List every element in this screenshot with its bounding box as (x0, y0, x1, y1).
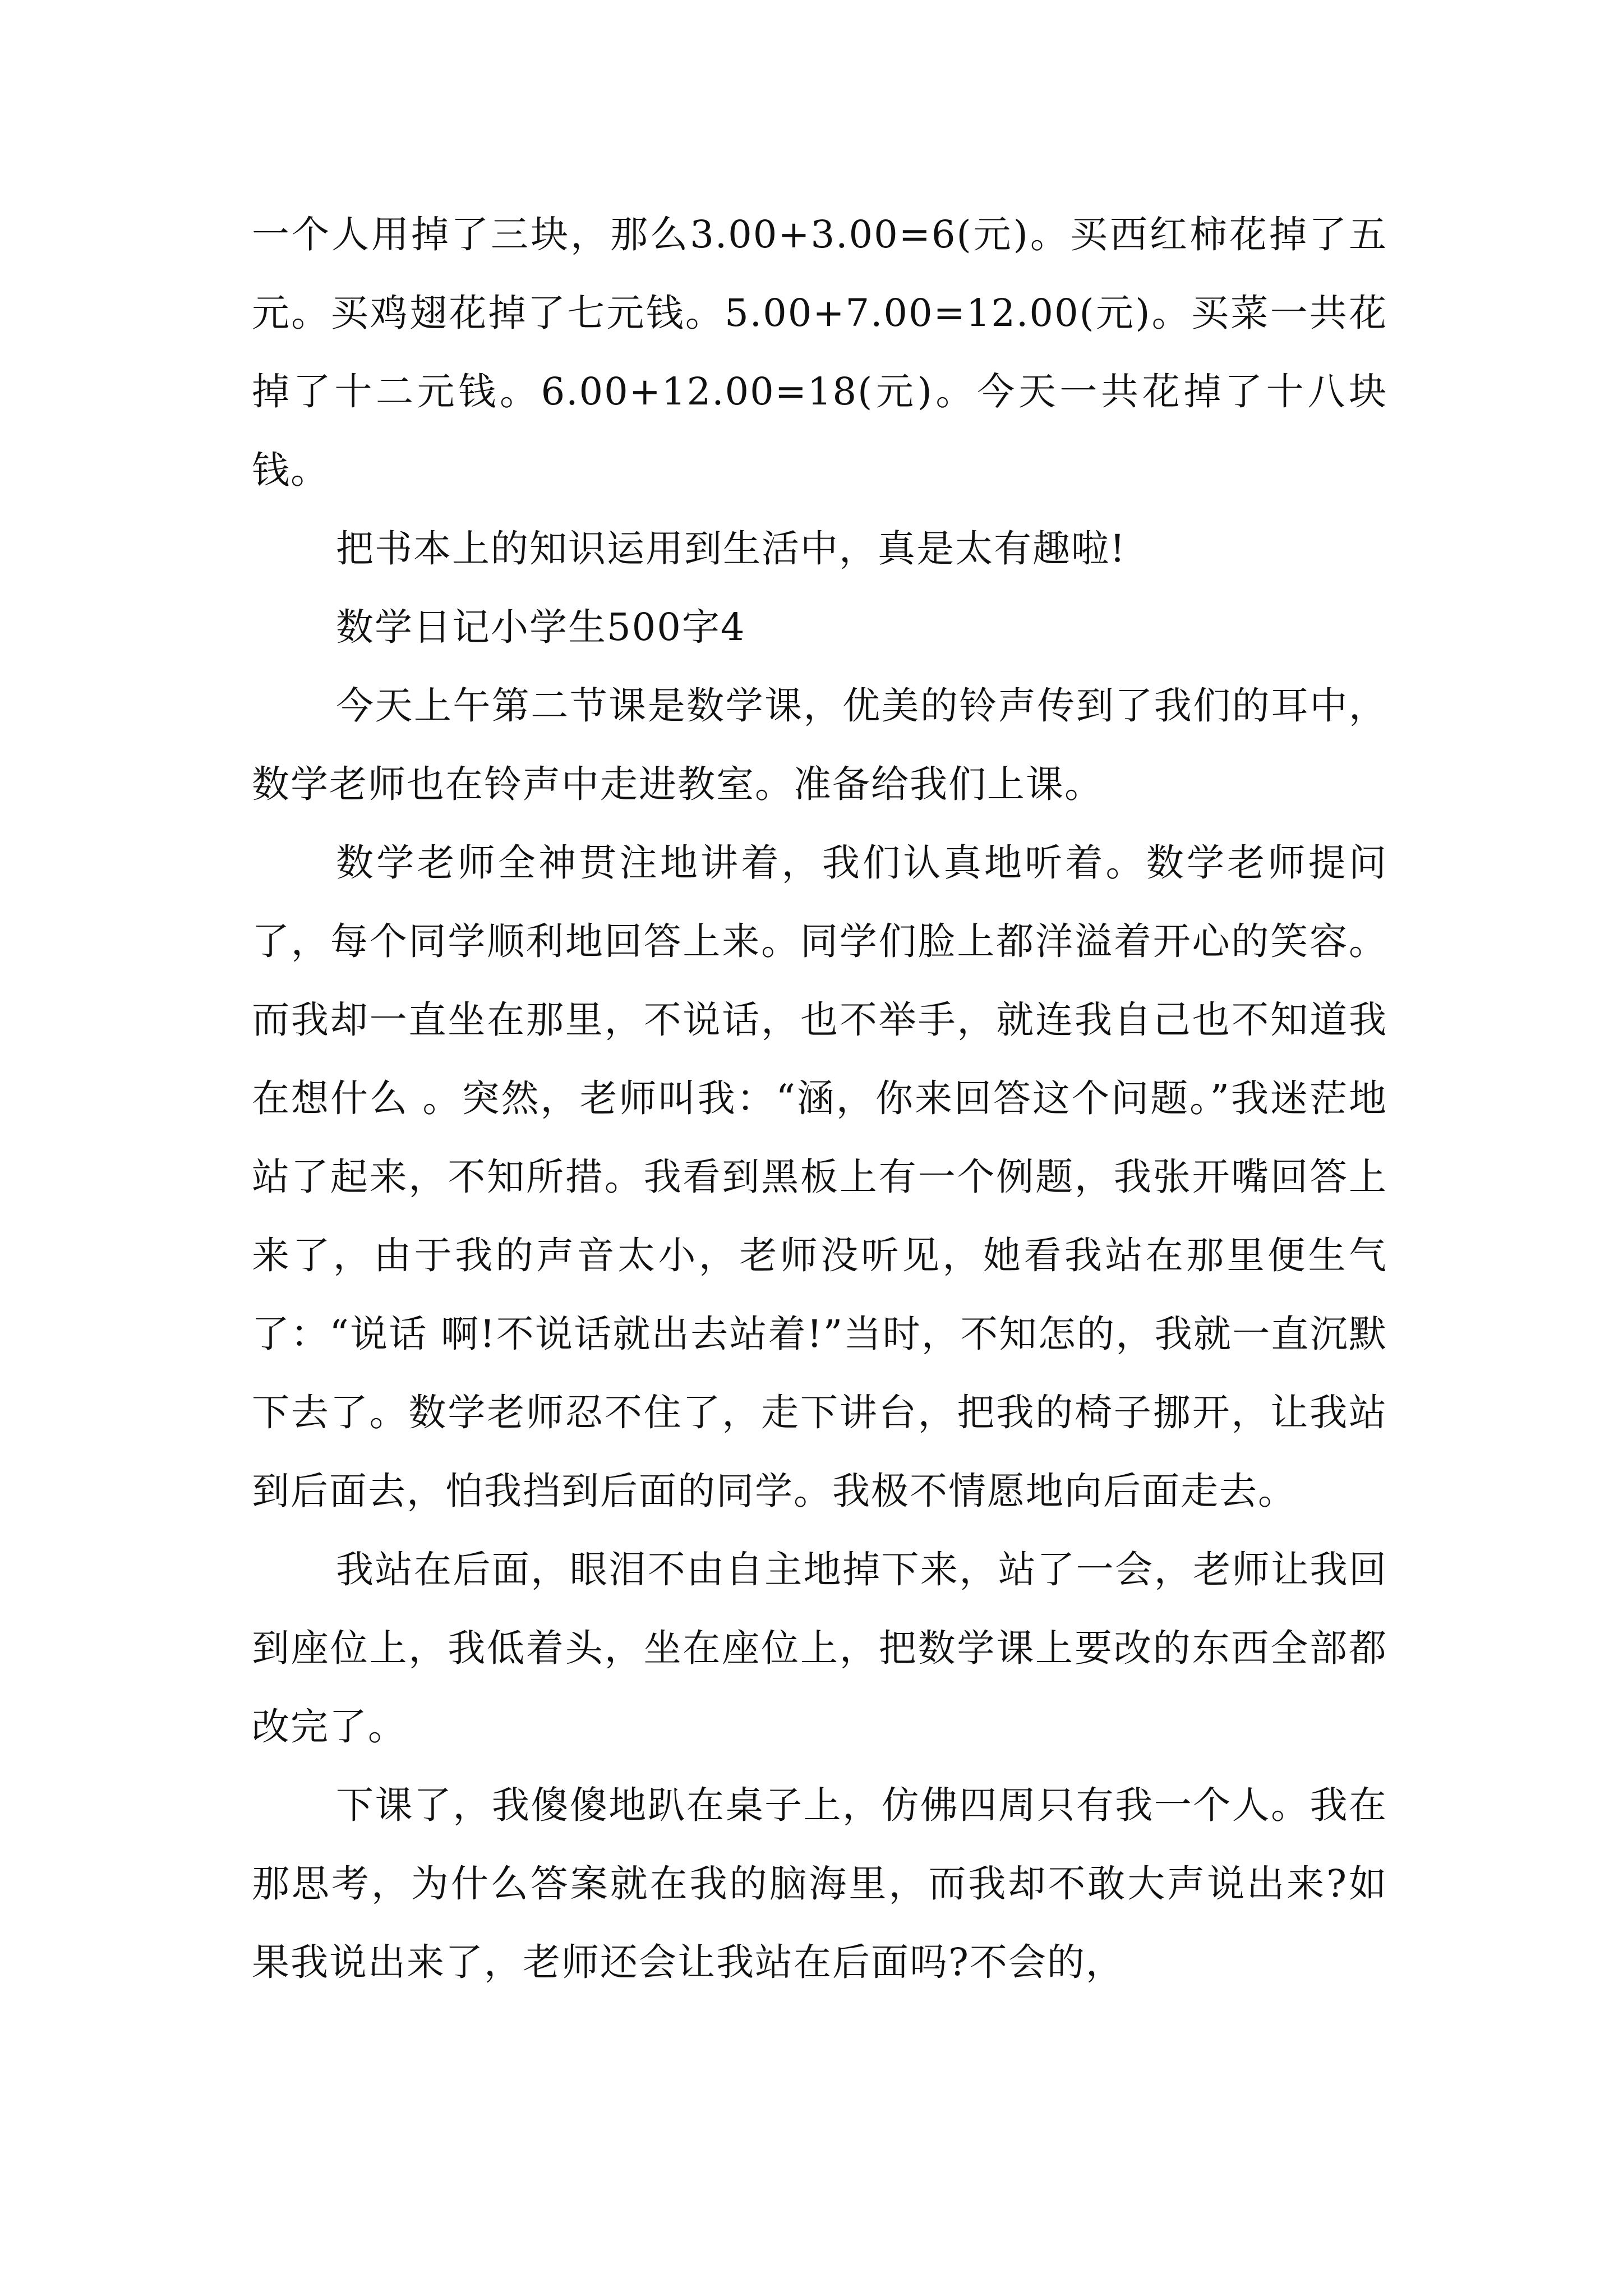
paragraph-continued: 一个人用掉了三块，那么3.00+3.00=6(元)。买西红柿花掉了五元。买鸡翅花掉了七元钱。5.00+7.00=12.00(元)。买菜一共花掉了十二元钱。6.00+12.00=18(元)。今天一共花掉了十八块钱。 (252, 213, 1387, 492)
paragraph-4: 下课了，我傻傻地趴在桌子上，仿佛四周只有我一个人。我在那思考，为什么答案就在我的脑海里，而我却不敢大声说出来?如果我说出来了，老师还会让我站在后面吗?不会的， (252, 1783, 1387, 1984)
document-body (252, 195, 1387, 2001)
paragraph-conclusion: 把书本上的知识运用到生活中，真是太有趣啦! (336, 527, 1126, 570)
paragraph-3: 我站在后面，眼泪不由自主地掉下来，站了一会，老师让我回到座位上，我低着头，坐在座位上，把数学课上要改的东西全部都改完了。 (252, 1548, 1387, 1749)
paragraph-2: 数学老师全神贯注地讲着，我们认真地听着。数学老师提问了，每个同学顺利地回答上来。同学们脸上都洋溢着开心的笑容。而我却一直坐在那里，不说话，也不举手，就连我自己也不知道我在想什么 。突然，老师叫我：“涵，你来回答这个问题。”我迷茫地站了起来，不知所措。我看到黑板上有一个例题，我张开嘴回答上来了，由于我的声音太小，老师没听见，她看我站在那里便生气了：“说话 啊!不说话就出去站着!”当时，不知怎的，我就一直沉默下去了。数学老师忍不住了，走下讲台，把我的椅子挪开，让我站到后面去，怕我挡到后面的同学。我极不情愿地向后面走去。 (252, 841, 1387, 1513)
paragraph-1: 今天上午第二节课是数学课，优美的铃声传到了我们的耳中，数学老师也在铃声中走进教室。准备给我们上课。 (252, 684, 1387, 806)
section-heading: 数学日记小学生500字4 (336, 605, 746, 649)
